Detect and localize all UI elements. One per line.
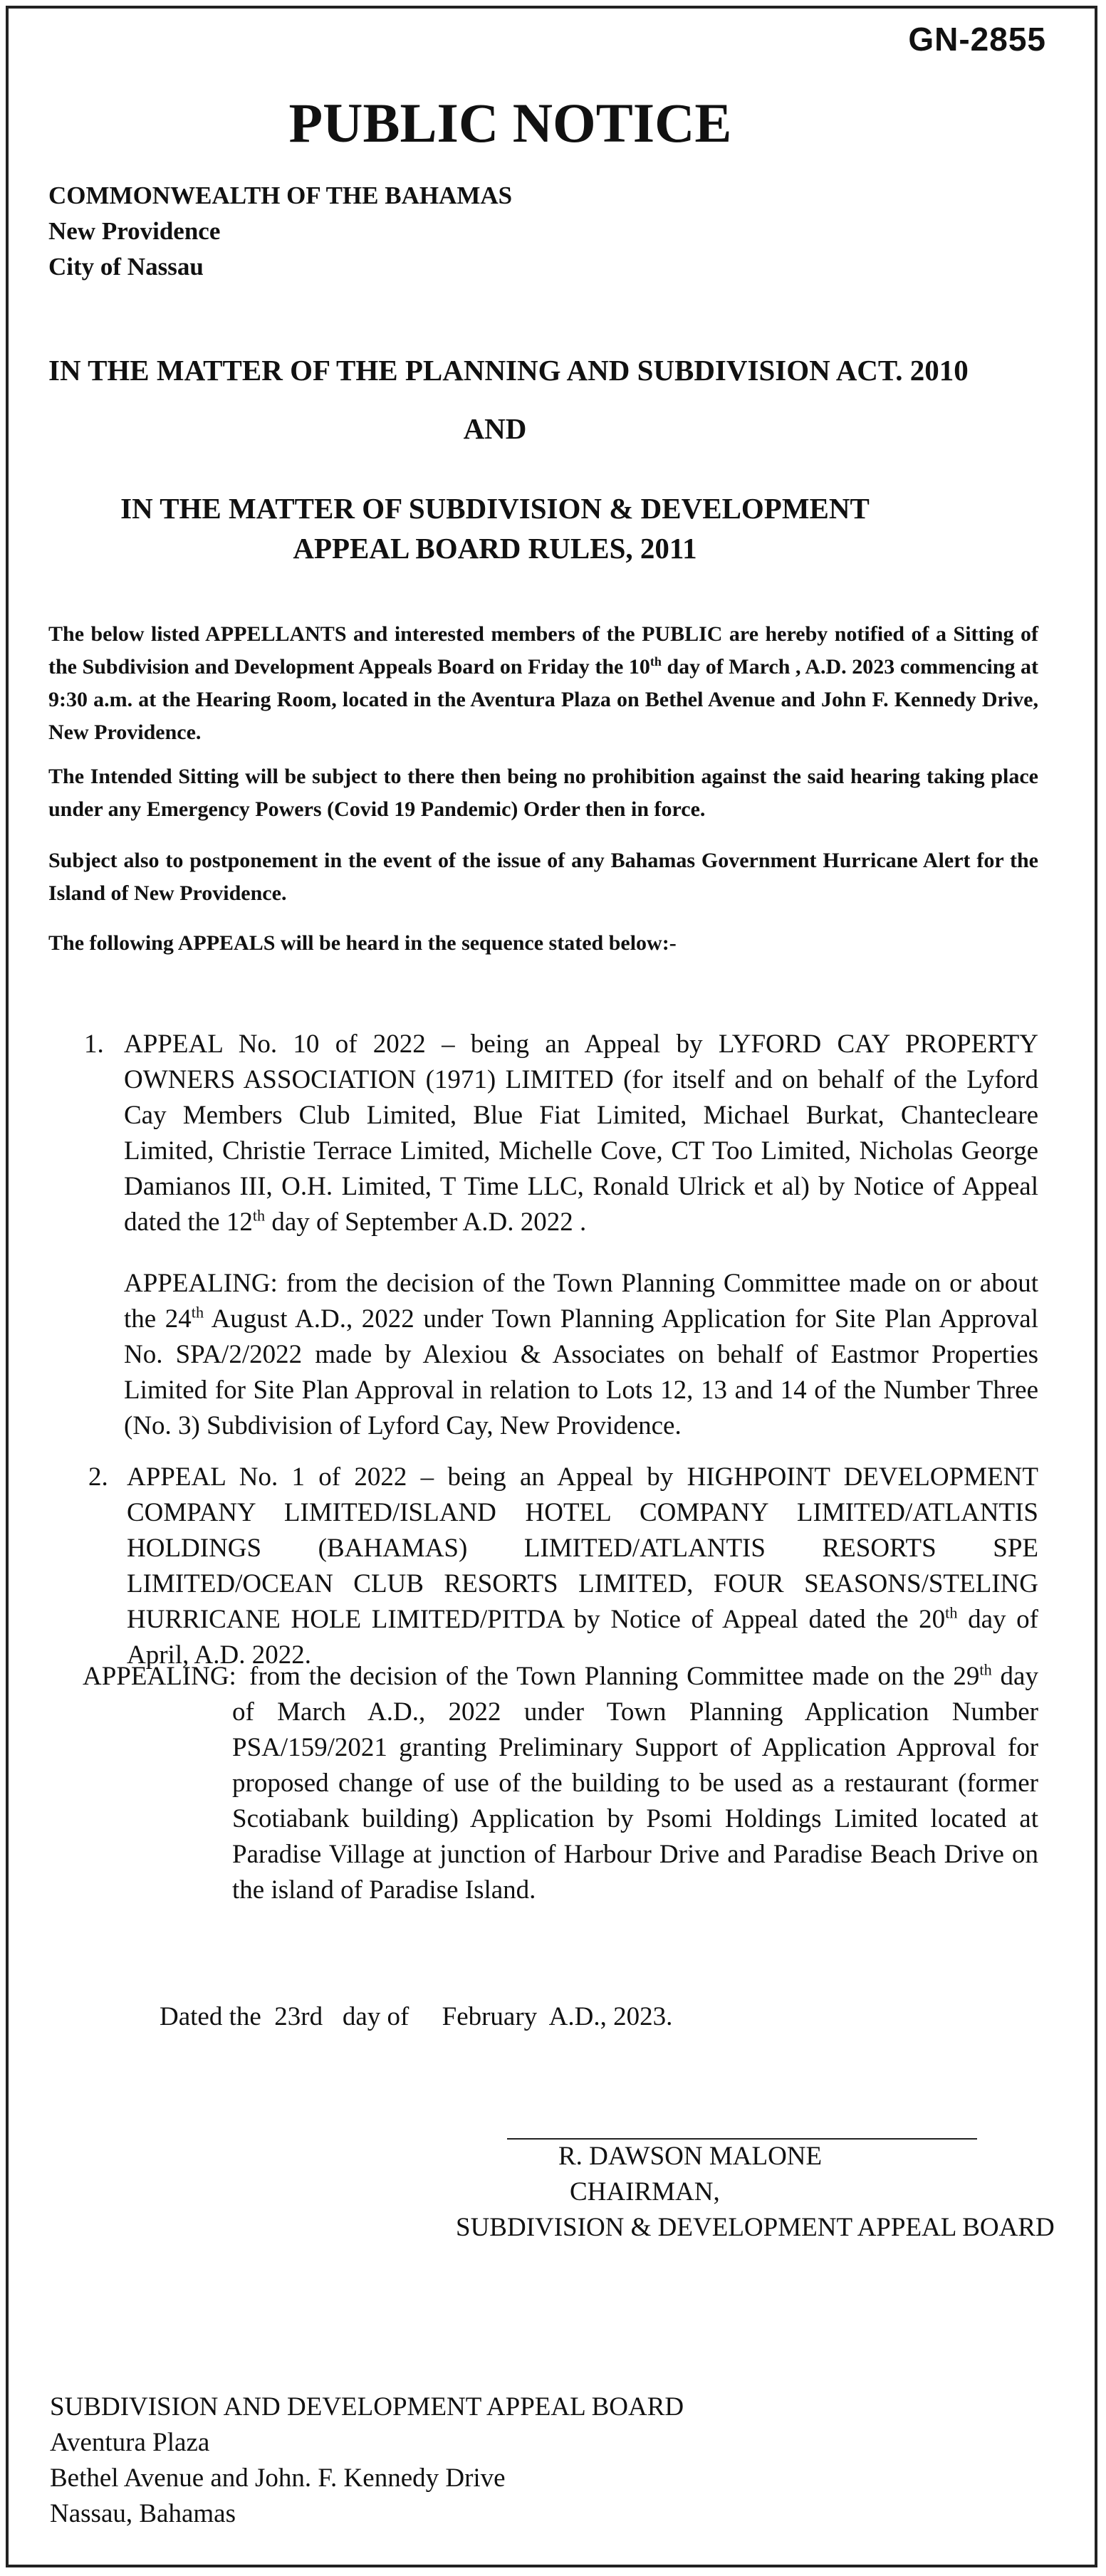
- matter-and: AND: [463, 412, 527, 445]
- signatory-title: CHAIRMAN,: [570, 2177, 720, 2206]
- signatory-board: SUBDIVISION & DEVELOPMENT APPEAL BOARD: [456, 2213, 1055, 2242]
- appeal-2-number: 2.: [88, 1462, 108, 1492]
- matter-act: IN THE MATTER OF THE PLANNING AND SUBDIVISION ACT. 2010: [48, 354, 969, 387]
- header-jurisdiction: COMMONWEALTH OF THE BAHAMAS: [48, 182, 513, 209]
- appeal-2-appealing-label: APPEALING:: [83, 1662, 236, 1691]
- header-island: New Providence: [48, 217, 221, 245]
- appeal-1-number: 1.: [84, 1030, 104, 1059]
- header-city: City of Nassau: [48, 253, 204, 281]
- matter-rules-line1: IN THE MATTER OF SUBDIVISION & DEVELOPMENT: [120, 492, 870, 525]
- hurricane-paragraph: Subject also to postponement in the event of the issue of any Bahamas Government Hurricane Alert for the Island of New Providence.: [48, 849, 1038, 905]
- appeal-2-appealing: from the decision of the Town Planning Committee made on the 29th day of March A.D., 2022 under Town Planning Application Number PSA/159/2021 granting Preliminary Support of Application Approval for proposed change of use of the building to be used as a restaurant (former Scotiabank building) Application by Psomi Holdings Limited located at Paradise Village at junction of Harbour Drive and Paradise Beach Drive on the island of Paradise Island.: [232, 1660, 1038, 1905]
- intro-paragraph: The below listed APPELLANTS and interested members of the PUBLIC are hereby notified of a Sitting of the Subdivision and Development Appeals Board on Friday the 10th day of March , A.D. 2023 commencing at 9:30 a.m. at the Hearing Room, located in the Aventura Plaza on Bethel Avenue and John F. Kennedy Drive, New Providence.: [48, 622, 1039, 744]
- footer-street: Bethel Avenue and John. F. Kennedy Drive: [50, 2464, 506, 2493]
- page-title: PUBLIC NOTICE: [288, 92, 732, 154]
- notice-number: GN-2855: [908, 21, 1046, 58]
- footer-board-name: SUBDIVISION AND DEVELOPMENT APPEAL BOARD: [50, 2392, 684, 2421]
- footer-plaza: Aventura Plaza: [50, 2428, 210, 2457]
- sequence-paragraph: The following APPEALS will be heard in the sequence stated below:-: [48, 931, 677, 955]
- matter-rules-line2: APPEAL BOARD RULES, 2011: [293, 532, 697, 565]
- covid-paragraph: The Intended Sitting will be subject to there then being no prohibition against the said hearing taking place under any Emergency Powers (Covid 19 Pandemic) Order then in force.: [48, 765, 1038, 821]
- footer-city: Nassau, Bahamas: [50, 2499, 236, 2528]
- signatory-name: R. DAWSON MALONE: [558, 2142, 823, 2171]
- appeal-2-text: APPEAL No. 1 of 2022 – being an Appeal by HIGHPOINT DEVELOPMENT COMPANY LIMITED/ISLAND HOTEL COMPANY LIMITED/ATLANTIS HOLDINGS (BAHAMAS) LIMITED/ATLANTIS RESORTS SPE LIMITED/OCEAN CLUB RESORTS LIMITED, FOUR SEASONS/STELING HURRICANE HOLE LIMITED/PITDA by Notice of Appeal dated the 20th day of April, A.D. 2022.: [127, 1462, 1038, 1670]
- appeal-1-appealing: APPEALING: from the decision of the Town Planning Committee made on or about the 24th August A.D., 2022 under Town Planning Application for Site Plan Approval No. SPA/2/2022 made by Alexiou & Associates on behalf of Eastmor Properties Limited for Site Plan Approval in relation to Lots 12, 13 and 14 of the Number Three (No. 3) Subdivision of Lyford Cay, New Providence.: [124, 1269, 1038, 1440]
- appeal-1-text: APPEAL No. 10 of 2022 – being an Appeal by LYFORD CAY PROPERTY OWNERS ASSOCIATION (1971) LIMITED (for itself and on behalf of the Lyford Cay Members Club Limited, Blue Fiat Limited, Michael Burkat, Chantecleare Limited, Christie Terrace Limited, Michelle Cove, CT Too Limited, Nicholas George Damianos III, O.H. Limited, T Time LLC, Ronald Ulrick et al) by Notice of Appeal dated the 12th day of September A.D. 2022 .: [124, 1030, 1038, 1237]
- dated-line: Dated the 23rd day of February A.D., 2023.: [160, 2002, 673, 2031]
